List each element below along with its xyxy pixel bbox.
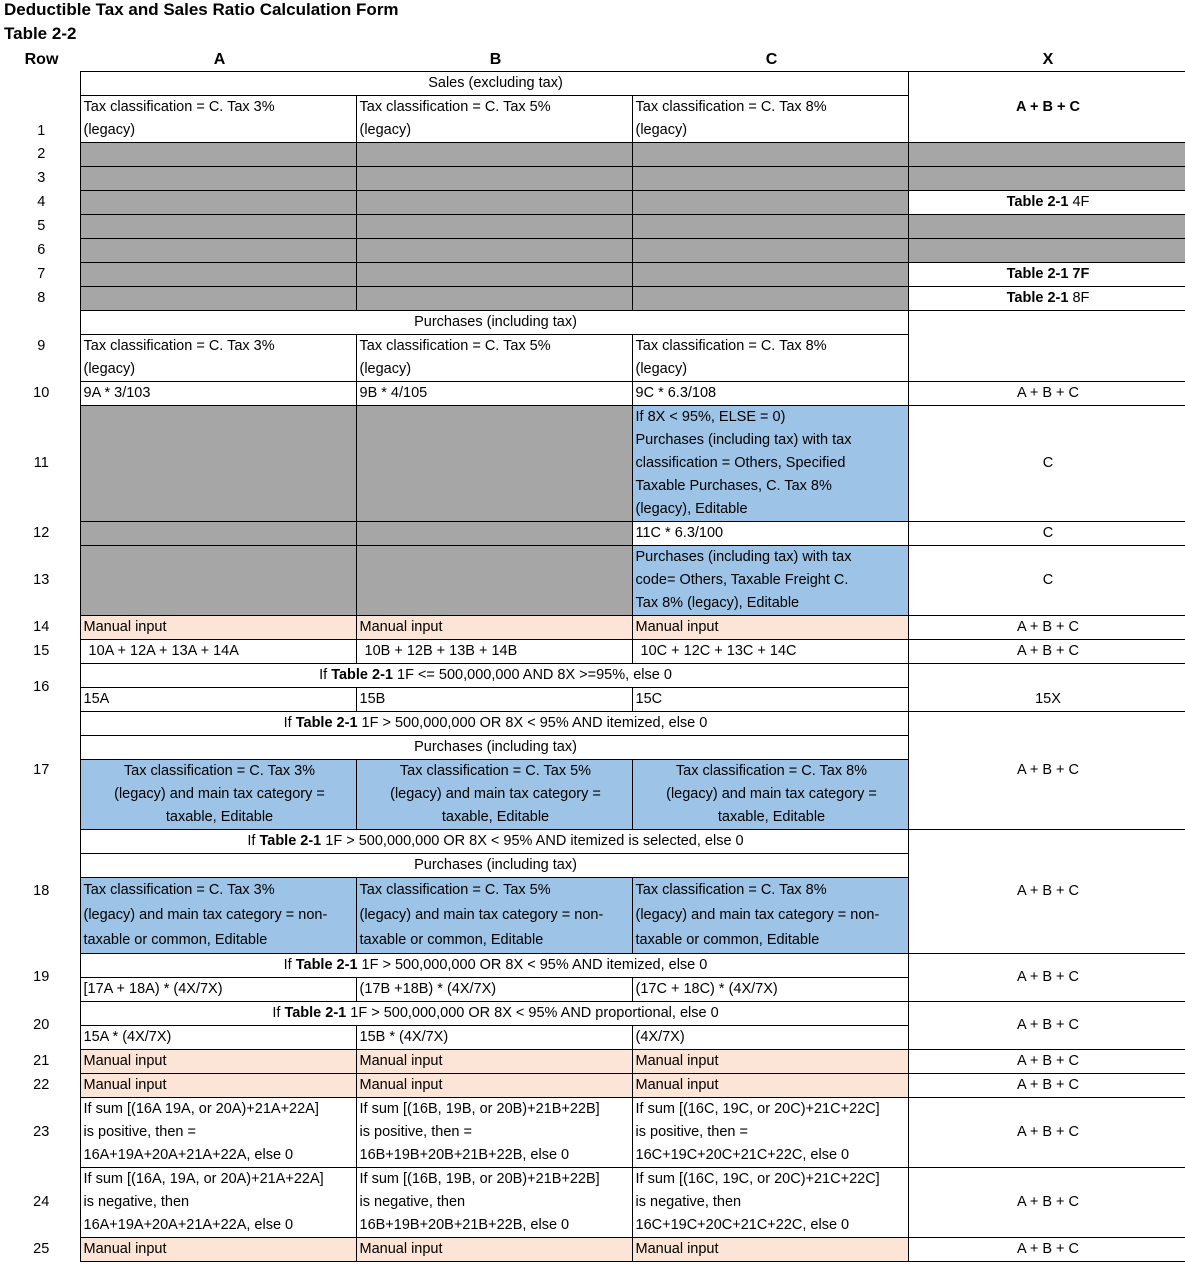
cell-16a[interactable]: 15A xyxy=(80,688,356,712)
cell-14x[interactable]: A + B + C xyxy=(908,616,1185,640)
cell-16b[interactable]: 15B xyxy=(356,688,632,712)
cell-21b[interactable]: Manual input xyxy=(356,1050,632,1074)
cell-20c[interactable]: (4X/7X) xyxy=(632,1026,908,1050)
row-number: 22 xyxy=(0,1074,80,1098)
cell-23x[interactable]: A + B + C xyxy=(908,1098,1185,1168)
table-label: Table 2-2 xyxy=(4,24,77,43)
cell-11c-line3[interactable]: classification = Others, Specified xyxy=(632,452,908,475)
cell-17c-line1[interactable]: Tax classification = C. Tax 8% xyxy=(632,760,908,784)
cond-prefix: If xyxy=(283,957,292,973)
cell-1a-line1[interactable]: Tax classification = C. Tax 3% xyxy=(80,96,356,120)
cell-25c[interactable]: Manual input xyxy=(632,1238,908,1262)
condition-label xyxy=(80,712,908,736)
cell-9a-line1[interactable]: Tax classification = C. Tax 3% xyxy=(80,335,356,359)
cell-7b xyxy=(356,263,632,287)
cell-24c-line2[interactable]: is negative, then xyxy=(632,1191,908,1214)
cell-15c[interactable]: 10C + 12C + 13C + 14C xyxy=(632,640,908,664)
cond-text: 1F > 500,000,000 OR 8X < 95% AND proportional, else 0 xyxy=(350,1005,719,1021)
row-number: 23 xyxy=(0,1098,80,1168)
cell-18x[interactable]: A + B + C xyxy=(908,830,1185,954)
cell-23b-line2[interactable]: is positive, then = xyxy=(356,1121,632,1144)
row-number: 3 xyxy=(0,167,80,191)
cell-21x[interactable]: A + B + C xyxy=(908,1050,1185,1074)
cond-text: 1F <= 500,000,000 AND 8X >=95%, else 0 xyxy=(397,667,672,683)
cell-18a-line1[interactable]: Tax classification = C. Tax 3% xyxy=(80,878,356,904)
row-number: 2 xyxy=(0,143,80,167)
cell-9a-line2[interactable]: (legacy) xyxy=(80,358,356,382)
cell-17x[interactable]: A + B + C xyxy=(908,712,1185,830)
row-number: 9 xyxy=(0,311,80,382)
cell-7a xyxy=(80,263,356,287)
cell-11c-line5[interactable]: (legacy), Editable xyxy=(632,498,908,522)
cell-25x[interactable]: A + B + C xyxy=(908,1238,1185,1262)
cell-23b-line1[interactable]: If sum [(16B, 19B, or 20B)+21B+22B] xyxy=(356,1098,632,1122)
cell-20x[interactable]: A + B + C xyxy=(908,1002,1185,1050)
ref-bold: Table 2-1 xyxy=(1006,194,1069,210)
cell-17a-line2[interactable]: (legacy) and main tax category = xyxy=(80,783,356,806)
header-col-c: C xyxy=(765,51,778,68)
cell-1x[interactable]: A + B + C xyxy=(908,72,1185,143)
cell-12c[interactable]: 11C * 6.3/100 xyxy=(632,522,908,546)
cell-13x[interactable]: C xyxy=(908,546,1185,616)
header-row: Row xyxy=(24,51,59,69)
cell-17b-line3[interactable]: taxable, Editable xyxy=(356,806,632,830)
row-number: 18 xyxy=(0,830,80,954)
cell-17a-line1[interactable]: Tax classification = C. Tax 3% xyxy=(80,760,356,784)
row-number: 10 xyxy=(0,382,80,406)
row-number: 24 xyxy=(0,1168,80,1238)
cell-24c-line1[interactable]: If sum [(16C, 19C, or 20C)+21C+22C] xyxy=(632,1168,908,1192)
header-col-a: A xyxy=(213,51,226,68)
ref-rest: 8F xyxy=(1072,290,1090,306)
row-number: 25 xyxy=(0,1238,80,1262)
cell-16x-top xyxy=(908,664,1185,688)
cell-25b[interactable]: Manual input xyxy=(356,1238,632,1262)
row-number: 8 xyxy=(0,287,80,311)
cell-4b xyxy=(356,191,632,215)
cell-20b[interactable]: 15B * (4X/7X) xyxy=(356,1026,632,1050)
row-number: 21 xyxy=(0,1050,80,1074)
cell-16c[interactable]: 15C xyxy=(632,688,908,712)
cell-9c-line2[interactable]: (legacy) xyxy=(632,358,908,382)
cell-11c-line1[interactable]: If 8X < 95%, ELSE = 0) xyxy=(632,406,908,430)
cell-22c[interactable]: Manual input xyxy=(632,1074,908,1098)
cell-20a[interactable]: 15A * (4X/7X) xyxy=(80,1026,356,1050)
cell-15x[interactable]: A + B + C xyxy=(908,640,1185,664)
cond-prefix: If xyxy=(272,1005,281,1021)
row-number: 15 xyxy=(0,640,80,664)
cond-table-ref: Table 2-1 xyxy=(295,957,358,973)
cell-24a-line3[interactable]: 16A+19A+20A+21A+22A, else 0 xyxy=(80,1214,356,1238)
cond-table-ref: Table 2-1 xyxy=(284,1005,347,1021)
cell-6c xyxy=(632,239,908,263)
header-col-b: B xyxy=(489,51,502,68)
cell-4c xyxy=(632,191,908,215)
cell-5a xyxy=(80,215,356,239)
cell-18b-line3[interactable]: taxable or common, Editable xyxy=(356,928,632,954)
cell-3a xyxy=(80,167,356,191)
ref-bold: Table 2-1 xyxy=(1006,290,1069,306)
cond-text: 1F > 500,000,000 OR 8X < 95% AND itemized, else 0 xyxy=(361,957,708,973)
cell-24a-line1[interactable]: If sum [(16A, 19A, or 20A)+21A+22A] xyxy=(80,1168,356,1192)
cell-11c-line2[interactable]: Purchases (including tax) with tax xyxy=(632,429,908,452)
cell-8c xyxy=(632,287,908,311)
row-number: 16 xyxy=(0,664,80,712)
row-number: 14 xyxy=(0,616,80,640)
cell-1c-line1[interactable]: Tax classification = C. Tax 8% xyxy=(632,96,908,120)
cell-17c-line2[interactable]: (legacy) and main tax category = xyxy=(632,783,908,806)
cell-22x[interactable]: A + B + C xyxy=(908,1074,1185,1098)
cell-10x[interactable]: A + B + C xyxy=(908,382,1185,406)
cell-12x[interactable]: C xyxy=(908,522,1185,546)
cell-23c-line2[interactable]: is positive, then = xyxy=(632,1121,908,1144)
cell-1a-line2[interactable]: (legacy) xyxy=(80,119,356,143)
cell-4a xyxy=(80,191,356,215)
cond-prefix: If xyxy=(319,667,328,683)
cell-2c xyxy=(632,143,908,167)
cell-10a[interactable]: 9A * 3/103 xyxy=(80,382,356,406)
cell-14c[interactable]: Manual input xyxy=(632,616,908,640)
cell-12b xyxy=(356,522,632,546)
cond-prefix: If xyxy=(283,715,292,731)
condition-label xyxy=(80,664,908,688)
cell-13c-line1[interactable]: Purchases (including tax) with tax xyxy=(632,546,908,570)
condition-label xyxy=(80,830,908,854)
cell-15b[interactable]: 10B + 12B + 13B + 14B xyxy=(356,640,632,664)
cell-4x[interactable] xyxy=(908,191,1185,215)
section-label: Sales (excluding tax) xyxy=(80,72,908,96)
cell-19a[interactable]: [17A + 18A) * (4X/7X) xyxy=(80,978,356,1002)
cell-24a-line2[interactable]: is negative, then xyxy=(80,1191,356,1214)
row-number: 5 xyxy=(0,215,80,239)
cell-2b xyxy=(356,143,632,167)
cond-text: 1F > 500,000,000 OR 8X < 95% AND itemized is selected, else 0 xyxy=(325,833,744,849)
cell-3b xyxy=(356,167,632,191)
row-number: 12 xyxy=(0,522,80,546)
cell-15a[interactable]: 10A + 12A + 13A + 14A xyxy=(80,640,356,664)
cell-23c-line3[interactable]: 16C+19C+20C+21C+22C, else 0 xyxy=(632,1144,908,1168)
cell-14a[interactable]: Manual input xyxy=(80,616,356,640)
cell-18c-line1[interactable]: Tax classification = C. Tax 8% xyxy=(632,878,908,904)
cell-1b-line2[interactable]: (legacy) xyxy=(356,119,632,143)
cell-23a-line2[interactable]: is positive, then = xyxy=(80,1121,356,1144)
cell-6x xyxy=(908,239,1185,263)
cell-18c-line2[interactable]: (legacy) and main tax category = non- xyxy=(632,903,908,928)
condition-label xyxy=(80,1002,908,1026)
cell-5b xyxy=(356,215,632,239)
cell-12a xyxy=(80,522,356,546)
cell-10b[interactable]: 9B * 4/105 xyxy=(356,382,632,406)
cell-11b xyxy=(356,406,632,522)
cell-24b-line3[interactable]: 16B+19B+20B+21B+22B, else 0 xyxy=(356,1214,632,1238)
cell-23a-line3[interactable]: 16A+19A+20A+21A+22A, else 0 xyxy=(80,1144,356,1168)
cell-1c-line2[interactable]: (legacy) xyxy=(632,119,908,143)
cell-19c[interactable]: (17C + 18C) * (4X/7X) xyxy=(632,978,908,1002)
calculation-table xyxy=(0,48,1185,1262)
cell-24b-line1[interactable]: If sum [(16B, 19B, or 20B)+21B+22B] xyxy=(356,1168,632,1192)
cell-9b-line2[interactable]: (legacy) xyxy=(356,358,632,382)
header-col-x: X xyxy=(1042,51,1054,68)
cell-10c[interactable]: 9C * 6.3/108 xyxy=(632,382,908,406)
ref-rest: 4F xyxy=(1072,194,1090,210)
cell-8a xyxy=(80,287,356,311)
row-number: 7 xyxy=(0,263,80,287)
cell-18b-line2[interactable]: (legacy) and main tax category = non- xyxy=(356,903,632,928)
cell-17b-line1[interactable]: Tax classification = C. Tax 5% xyxy=(356,760,632,784)
row-number: 13 xyxy=(0,546,80,616)
cell-1b-line1[interactable]: Tax classification = C. Tax 5% xyxy=(356,96,632,120)
form-title: Deductible Tax and Sales Ratio Calculation Form xyxy=(4,0,399,19)
cell-11a xyxy=(80,406,356,522)
cell-13c-line2[interactable]: code= Others, Taxable Freight C. xyxy=(632,569,908,592)
cell-19b[interactable]: (17B +18B) * (4X/7X) xyxy=(356,978,632,1002)
row-number: 19 xyxy=(0,954,80,1002)
cell-6a xyxy=(80,239,356,263)
cell-17b-line2[interactable]: (legacy) and main tax category = xyxy=(356,783,632,806)
cell-11x[interactable]: C xyxy=(908,406,1185,522)
row-number: 1 xyxy=(0,72,80,143)
cell-24c-line3[interactable]: 16C+19C+20C+21C+22C, else 0 xyxy=(632,1214,908,1238)
cond-table-ref: Table 2-1 xyxy=(331,667,393,683)
row-number: 4 xyxy=(0,191,80,215)
cell-19x[interactable]: A + B + C xyxy=(908,954,1185,1002)
section-label: Purchases (including tax) xyxy=(80,854,908,878)
cell-17a-line3[interactable]: taxable, Editable xyxy=(80,806,356,830)
section-label: Purchases (including tax) xyxy=(80,736,908,760)
cell-11c-line4[interactable]: Taxable Purchases, C. Tax 8% xyxy=(632,475,908,498)
cell-16x[interactable]: 15X xyxy=(908,688,1185,712)
cell-3c xyxy=(632,167,908,191)
cell-14b[interactable]: Manual input xyxy=(356,616,632,640)
cell-18b-line1[interactable]: Tax classification = C. Tax 5% xyxy=(356,878,632,904)
cond-table-ref: Table 2-1 xyxy=(295,715,358,731)
cell-6b xyxy=(356,239,632,263)
cell-21a[interactable]: Manual input xyxy=(80,1050,356,1074)
cell-5x xyxy=(908,215,1185,239)
cell-22b[interactable]: Manual input xyxy=(356,1074,632,1098)
cell-23c-line1[interactable]: If sum [(16C, 19C, or 20C)+21C+22C] xyxy=(632,1098,908,1122)
cell-9x[interactable] xyxy=(908,311,1185,382)
row-number: 20 xyxy=(0,1002,80,1050)
cell-18a-line3[interactable]: taxable or common, Editable xyxy=(80,928,356,954)
section-label: Purchases (including tax) xyxy=(80,311,908,335)
cell-7x[interactable] xyxy=(908,263,1185,287)
cell-18c-line3[interactable]: taxable or common, Editable xyxy=(632,928,908,954)
cond-prefix: If xyxy=(247,833,256,849)
cell-13c-line3[interactable]: Tax 8% (legacy), Editable xyxy=(632,592,908,616)
cell-22a[interactable]: Manual input xyxy=(80,1074,356,1098)
cell-9c-line1[interactable]: Tax classification = C. Tax 8% xyxy=(632,335,908,359)
row-number: 17 xyxy=(0,712,80,830)
cell-13a xyxy=(80,546,356,616)
cell-23b-line3[interactable]: 16B+19B+20B+21B+22B, else 0 xyxy=(356,1144,632,1168)
cell-25a[interactable]: Manual input xyxy=(80,1238,356,1262)
cell-23a-line1[interactable]: If sum [(16A 19A, or 20A)+21A+22A] xyxy=(80,1098,356,1122)
cell-8x[interactable] xyxy=(908,287,1185,311)
cell-2x xyxy=(908,143,1185,167)
cell-3x xyxy=(908,167,1185,191)
cond-table-ref: Table 2-1 xyxy=(259,833,322,849)
ref-bold: Table 2-1 7 xyxy=(1006,266,1081,282)
cell-13b xyxy=(356,546,632,616)
cell-2a xyxy=(80,143,356,167)
cell-17c-line3[interactable]: taxable, Editable xyxy=(632,806,908,830)
cell-8b xyxy=(356,287,632,311)
cell-18a-line2[interactable]: (legacy) and main tax category = non- xyxy=(80,903,356,928)
cell-9b-line1[interactable]: Tax classification = C. Tax 5% xyxy=(356,335,632,359)
ref-rest: F xyxy=(1080,266,1090,282)
cell-5c xyxy=(632,215,908,239)
condition-label xyxy=(80,954,908,978)
cond-text: 1F > 500,000,000 OR 8X < 95% AND itemized, else 0 xyxy=(361,715,708,731)
cell-21c[interactable]: Manual input xyxy=(632,1050,908,1074)
cell-24x[interactable]: A + B + C xyxy=(908,1168,1185,1238)
row-number: 6 xyxy=(0,239,80,263)
row-number: 11 xyxy=(0,406,80,522)
cell-7c xyxy=(632,263,908,287)
cell-24b-line2[interactable]: is negative, then xyxy=(356,1191,632,1214)
